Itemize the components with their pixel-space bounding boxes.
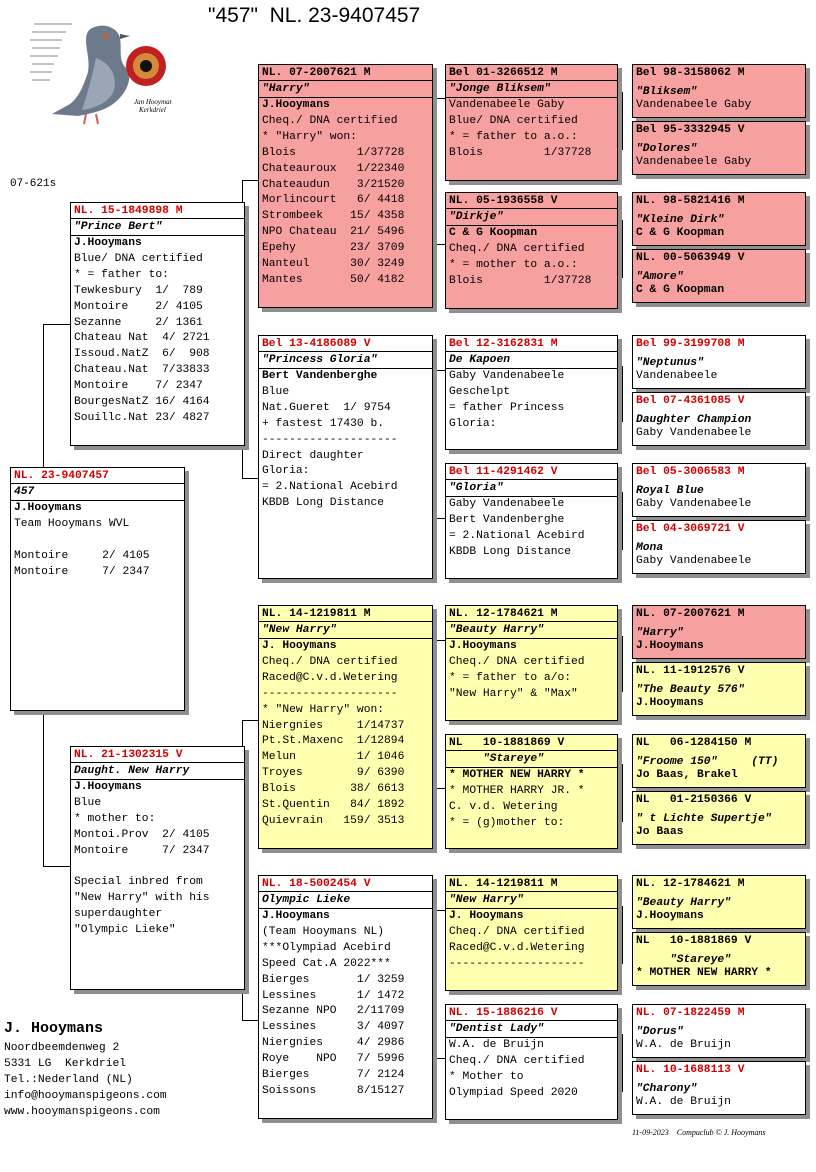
ancestor-card[interactable]	[632, 875, 806, 929]
owner: J.Hooymans	[636, 640, 704, 652]
great-grandparent-card[interactable]	[445, 463, 618, 579]
pigeon-name: "The Beauty 576"	[636, 684, 745, 696]
owner: J.Hooymans	[14, 502, 82, 514]
owner: C & G Koopman	[449, 227, 538, 239]
connector	[622, 1034, 623, 1092]
pigeon-name: Royal Blue	[636, 485, 704, 497]
pigeon-name: "Dentist Lady"	[446, 1021, 617, 1038]
ancestor-card[interactable]	[632, 791, 806, 845]
details: Blue/ DNA certified * = father to: Tewkesbury 1/ 789 Montoire 2/ 4105 Sezanne 2/ 1361 Chateau Nat 4/ 2721 Issoud.NatZ 6/ 908 Chateau.Nat 7/33833 Montoire 7/ 2347 BourgesNatZ 16/ 4164 Souillc.Nat 23/ 4827	[74, 252, 210, 424]
pigeon-name: "Stareye"	[636, 954, 731, 966]
details: Blue/ DNA certified * = father to a.o.: Blois 1/37728	[449, 114, 592, 159]
great-grandparent-card[interactable]	[445, 875, 618, 991]
great-grandparent-card[interactable]	[445, 64, 618, 181]
owner: Jo Baas, Brakel	[636, 769, 738, 781]
grandparent-card[interactable]	[258, 605, 433, 849]
ancestor-card[interactable]	[632, 392, 806, 446]
pigeon-name: "New Harry"	[446, 892, 617, 909]
address-email[interactable]: info@hooymanspigeons.com	[4, 1090, 167, 1102]
connector	[622, 220, 623, 278]
ancestor-card[interactable]	[632, 1061, 806, 1115]
details: Cheq./ DNA certified Raced@C.v.d.Wetering --------------------	[449, 925, 585, 970]
pigeon-name: "Beauty Harry"	[636, 897, 731, 909]
owner: * MOTHER NEW HARRY *	[449, 769, 585, 781]
pigeon-name: "Stareye"	[446, 751, 617, 768]
ancestor-card[interactable]	[632, 932, 806, 986]
ring-number: NL. 18-5002454 V	[259, 876, 432, 892]
connector	[436, 640, 445, 641]
grandparent-card[interactable]	[258, 335, 433, 579]
details: Cheq./ DNA certified * "Harry" won: Blois 1/37728 Chateauroux 1/22340 Chateaudun 3/21520 Morlincourt 6/ 4418 Strombeek 15/ 4358 NPO Chateau 21/ 5496 Epehy 23/ 3709 Nanteul 30/ 3249 Mantes 50/ 4182	[262, 114, 405, 286]
owner: C & G Koopman	[636, 284, 725, 296]
owner: Gaby Vandenabeele	[636, 427, 752, 439]
owner: J.Hooymans	[262, 99, 330, 111]
pedigree-title: "457" NL. 23-9407457	[208, 4, 421, 27]
pigeon-name: "Dorus"	[636, 1026, 684, 1038]
grandparent-card[interactable]	[258, 875, 433, 1119]
connector	[242, 478, 258, 479]
details: Cheq./ DNA certified Raced@C.v.d.Wetering -------------------- * "New Harry" won: Niergnies 1/14737 Pt.St.Maxenc 1/12894 Melun 1/ 1046 Troyes 9/ 6390 Blois 38/ 6613 St.Quentin 84/ 1892 Quievrain 159/ 3513	[262, 655, 405, 827]
ring-number: NL 10-1881869 V	[636, 935, 752, 947]
pigeon-name: Daughter Champion	[636, 414, 752, 426]
ring-number: Bel 01-3266512 M	[446, 65, 617, 81]
ring-number: NL. 98-5821416 M	[636, 195, 745, 207]
connector	[436, 98, 445, 99]
sire-card[interactable]	[70, 202, 245, 446]
connector	[242, 720, 258, 721]
address-street: Noordbeemdenweg 2	[4, 1042, 120, 1054]
connector	[436, 910, 437, 1058]
pigeon-name: De Kapoen	[446, 352, 617, 369]
connector	[43, 324, 70, 325]
owner: J.Hooymans	[74, 237, 142, 249]
pigeon-name: "Prince Bert"	[71, 219, 244, 236]
connector	[436, 370, 445, 371]
pigeon-name: "Bliksem"	[636, 86, 698, 98]
great-grandparent-card[interactable]	[445, 335, 618, 450]
ancestor-card[interactable]	[632, 463, 806, 517]
footer-credit: 11-09-2023 Compuclub © J. Hooymans	[632, 1128, 766, 1137]
ancestor-card[interactable]	[632, 520, 806, 574]
owner: Bert Vandenberghe	[262, 370, 378, 382]
great-grandparent-card[interactable]	[445, 1004, 618, 1120]
ring-number: Bel 05-3006583 M	[636, 466, 745, 478]
ring-number: Bel 99-3199708 M	[636, 338, 745, 350]
ancestor-card[interactable]	[632, 192, 806, 246]
owner: J.Hooymans	[636, 697, 704, 709]
pigeon-name: "Harry"	[636, 627, 684, 639]
ring-number: Bel 95-3332945 V	[636, 124, 745, 136]
connector	[622, 492, 623, 550]
ring-number: NL. 05-1936558 V	[446, 193, 617, 209]
connector	[436, 788, 445, 789]
connector	[242, 1020, 258, 1021]
details: (Team Hooymans NL) ***Olympiad Acebird Speed Cat.A 2022*** Bierges 1/ 3259 Lessines 1/ 1472 Sezanne NPO 2/11709 Lessines 3/ 4097 Niergnies 4/ 2986 Roye NPO 7/ 5996 Bierges 7/ 2124 Soissons 8/15127	[262, 925, 405, 1097]
connector	[436, 910, 445, 911]
ancestor-card[interactable]	[632, 734, 806, 788]
connector	[622, 92, 623, 150]
connector	[436, 518, 445, 519]
connector	[622, 906, 623, 964]
connector	[622, 366, 623, 422]
details: Team Hooymans WVL Montoire 2/ 4105 Montoire 7/ 2347	[14, 517, 150, 578]
owner: Vandenabeele Gaby	[449, 99, 565, 111]
connector	[436, 640, 437, 788]
connector	[436, 98, 437, 244]
pigeon-name: "Dolores"	[636, 143, 698, 155]
ancestor-card[interactable]	[632, 249, 806, 303]
owner: C & G Koopman	[636, 227, 725, 239]
details: * MOTHER HARRY JR. * C. v.d. Wetering * = (g)mother to:	[449, 784, 585, 829]
pigeon-name: "Princess Gloria"	[259, 352, 432, 369]
owner: * MOTHER NEW HARRY *	[636, 967, 772, 979]
ancestor-card[interactable]	[632, 605, 806, 659]
great-grandparent-card[interactable]	[445, 734, 618, 849]
ring-number: Bel 07-4361085 V	[636, 395, 745, 407]
ring-number: NL 06-1284150 M	[636, 737, 752, 749]
logo-caption-name: Jan Hooymans	[134, 98, 172, 106]
dam-card[interactable]	[70, 746, 245, 990]
details: Blue Nat.Gueret 1/ 9754 + fastest 17430 b. -------------------- Direct daughter Gloria: = 2.National Acebird KBDB Long Distance	[262, 385, 398, 510]
details: Cheq./ DNA certified * = mother to a.o.: Blois 1/37728	[449, 242, 592, 287]
address-web[interactable]: www.hooymanspigeons.com	[4, 1106, 160, 1118]
breeder-name: J. Hooymans	[4, 1020, 104, 1037]
pigeon-name: Olympic Lieke	[259, 892, 432, 909]
owner: W.A. de Bruijn	[636, 1039, 731, 1051]
owner: Vandenabeele Gaby	[636, 156, 752, 168]
connector	[436, 244, 445, 245]
ring-number: Bel 98-3158062 M	[636, 67, 745, 79]
breeder-address	[4, 1018, 167, 1120]
owner: Jo Baas	[636, 826, 684, 838]
pigeon-name: Daught. New Harry	[71, 763, 244, 780]
ring-number: NL. 14-1219811 M	[446, 876, 617, 892]
owner: W.A. de Bruijn	[636, 1096, 731, 1108]
ring-number: NL. 10-1688113 V	[636, 1064, 745, 1076]
ring-number: NL. 12-1784621 M	[446, 606, 617, 622]
ring-number: NL. 15-1886216 V	[446, 1005, 617, 1021]
connector	[43, 324, 44, 470]
connector	[43, 866, 70, 867]
details: Blue * mother to: Montoi.Prov 2/ 4105 Montoire 7/ 2347 Special inbred from "New Harry" with his superdaughter "Olympic Lieke"	[74, 796, 210, 937]
details: Geschelpt = father Princess Gloria:	[449, 385, 565, 430]
pigeon-name: Mona	[636, 542, 664, 554]
owner: J.Hooymans	[636, 910, 704, 922]
owner: Gaby Vandenabeele	[636, 555, 752, 567]
grandparent-card[interactable]	[258, 64, 433, 308]
connector	[436, 370, 437, 518]
pigeon-name: "Dirkje"	[446, 209, 617, 226]
owner: Vandenabeele	[636, 370, 718, 382]
pigeon-name: "Jonge Bliksem"	[446, 81, 617, 98]
owner: Gaby Vandenabeele	[449, 498, 565, 510]
pigeon-name: "Harry"	[259, 81, 432, 98]
details: Bert Vandenberghe = 2.National Acebird KBDB Long Distance	[449, 513, 585, 558]
ring-number: Bel 13-4186089 V	[259, 336, 432, 352]
pigeon-logo	[22, 18, 172, 130]
connector	[242, 180, 258, 181]
ring-number: NL. 14-1219811 M	[259, 606, 432, 622]
subject-card[interactable]	[10, 467, 185, 711]
owner: J.Hooymans	[74, 781, 142, 793]
owner: W.A. de Bruijn	[449, 1039, 544, 1051]
ring-number: NL. 15-1849898 M	[71, 203, 244, 219]
ring-number: NL. 07-2007621 M	[259, 65, 432, 81]
side-code: 07-621s	[10, 178, 57, 190]
connector	[622, 764, 623, 822]
ring-number: NL. 11-1912576 V	[636, 665, 745, 677]
address-tel: Tel.:Nederland (NL)	[4, 1074, 133, 1086]
owner: J.Hooymans	[262, 910, 330, 922]
ring-number: NL. 23-9407457	[11, 468, 184, 484]
pigeon-name: "Kleine Dirk"	[636, 214, 725, 226]
pigeon-name: "Charony"	[636, 1083, 698, 1095]
ring-number: Bel 11-4291462 V	[446, 464, 617, 480]
pigeon-name: "Gloria"	[446, 480, 617, 497]
owner: J. Hooymans	[262, 640, 337, 652]
owner: Gaby Vandenabeele	[636, 498, 752, 510]
pigeon-name: " t Lichte Supertje"	[636, 813, 772, 825]
logo-caption-place: Kerkdriel	[139, 106, 166, 114]
ring-number: NL. 07-2007621 M	[636, 608, 745, 620]
ring-number: Bel 04-3069721 V	[636, 523, 745, 535]
owner: Gaby Vandenabeele	[449, 370, 565, 382]
ancestor-card[interactable]	[632, 121, 806, 175]
great-grandparent-card[interactable]	[445, 605, 618, 721]
great-grandparent-card[interactable]	[445, 192, 618, 309]
owner: J.Hooymans	[449, 640, 517, 652]
ring-number: NL 01-2150366 V	[636, 794, 752, 806]
pigeon-name: "New Harry"	[259, 622, 432, 639]
connector	[43, 710, 44, 866]
ring-number: Bel 12-3162831 M	[446, 336, 617, 352]
details: Cheq./ DNA certified * Mother to Olympiad Speed 2020	[449, 1054, 585, 1099]
ring-number: NL 10-1881869 V	[446, 735, 617, 751]
ancestor-card[interactable]	[632, 335, 806, 389]
pigeon-name: "Amore"	[636, 271, 684, 283]
pigeon-name: "Froome 150" (TT)	[636, 756, 779, 768]
connector	[436, 1058, 445, 1059]
connector	[622, 636, 623, 692]
pigeon-name: "Beauty Harry"	[446, 622, 617, 639]
ancestor-card[interactable]	[632, 64, 806, 118]
ring-number: NL. 21-1302315 V	[71, 747, 244, 763]
ancestor-card[interactable]	[632, 1004, 806, 1058]
owner: Vandenabeele Gaby	[636, 99, 752, 111]
details: Cheq./ DNA certified * = father to a/o: "New Harry" & "Max"	[449, 655, 585, 700]
address-city: 5331 LG Kerkdriel	[4, 1058, 127, 1070]
owner: J. Hooymans	[449, 910, 524, 922]
pigeon-name: "Neptunus"	[636, 357, 704, 369]
pigeon-name: 457	[11, 484, 184, 501]
ring-number: NL. 00-5063949 V	[636, 252, 745, 264]
ring-number: NL. 07-1822459 M	[636, 1007, 745, 1019]
ancestor-card[interactable]	[632, 662, 806, 716]
ring-number: NL. 12-1784621 M	[636, 878, 745, 890]
